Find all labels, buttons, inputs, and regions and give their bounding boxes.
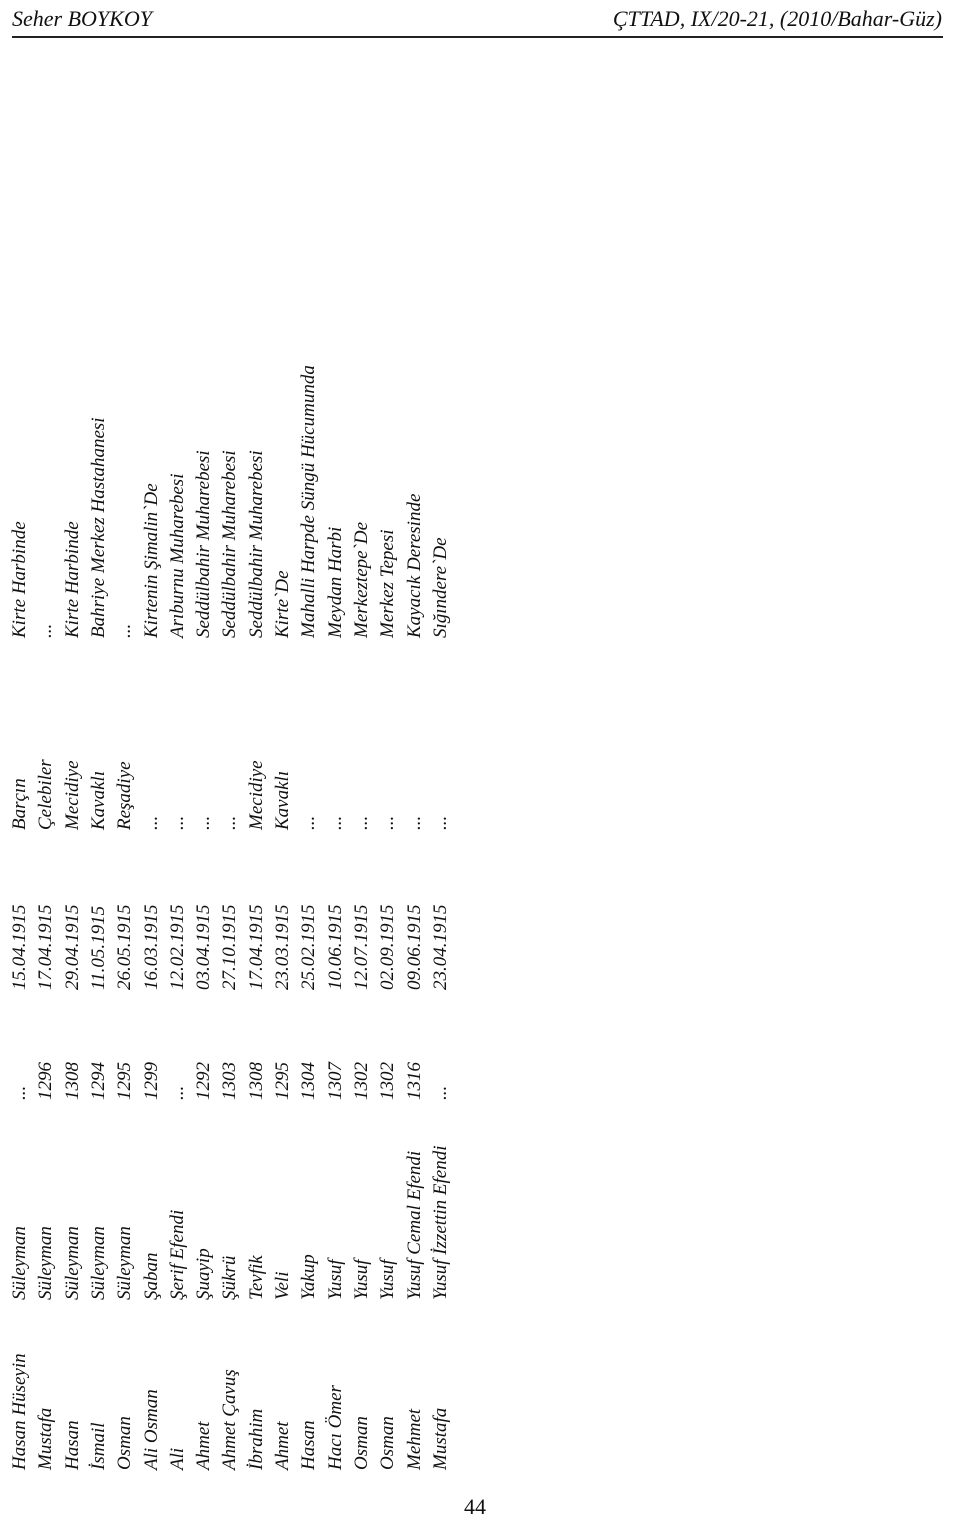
- cell-place: Kavaklı: [87, 770, 109, 830]
- cell-date: 23.03.1915: [272, 904, 293, 990]
- cell-year: ...: [9, 1085, 30, 1100]
- cell-name: Ali: [166, 1447, 188, 1470]
- cell-place: Mecidiye: [245, 760, 267, 830]
- cell-date: 12.02.1915: [166, 904, 188, 990]
- cell-date: 26.05.1915: [114, 904, 136, 990]
- cell-event: Bahriye Merkez Hastahanesi: [87, 417, 109, 638]
- cell-event: Kirte`De: [272, 570, 293, 638]
- cell-father: Yusuf İzzettin Efendi: [429, 1145, 451, 1300]
- cell-father: Şaban: [140, 1252, 162, 1300]
- author-name: Seher BOYKOY: [12, 6, 152, 31]
- cell-year: ...: [429, 1085, 451, 1100]
- cell-year: 1295: [114, 1062, 136, 1100]
- cell-event: Mahalli Harpde Süngü Hücumunda: [298, 365, 320, 638]
- cell-father: Şerif Efendi: [166, 1209, 188, 1300]
- cell-father: Yusuf Cemal Efendi: [403, 1150, 425, 1300]
- cell-place: ...: [403, 815, 425, 830]
- cell-year: 1316: [403, 1062, 425, 1100]
- cell-year: 1295: [272, 1062, 293, 1100]
- cell-place: Barçın: [9, 778, 30, 830]
- cell-name: Mustafa: [429, 1407, 451, 1470]
- cell-event: Seddülbahir Muharebesi: [245, 450, 267, 638]
- cell-date: 17.04.1915: [245, 904, 267, 990]
- cell-father: Yusuf: [350, 1259, 372, 1300]
- cell-date: 27.10.1915: [219, 904, 241, 990]
- cell-place: Reşadiye: [114, 761, 136, 830]
- cell-name: Hasan: [298, 1420, 320, 1470]
- cell-date: 02.09.1915: [377, 904, 399, 990]
- cell-father: Süleyman: [35, 1226, 57, 1300]
- cell-father: Şükrü: [219, 1255, 241, 1300]
- cell-name: Ahmet Çavuş: [219, 1369, 241, 1470]
- cell-place: ...: [193, 815, 215, 830]
- cell-year: 1302: [377, 1062, 399, 1100]
- cell-year: 1302: [350, 1062, 372, 1100]
- cell-year: 1292: [193, 1062, 215, 1100]
- cell-date: 23.04.1915: [429, 904, 451, 990]
- cell-name: Hasan: [61, 1420, 83, 1470]
- cell-father: Yusuf: [324, 1259, 346, 1300]
- cell-name: İsmail: [87, 1422, 109, 1470]
- cell-place: ...: [219, 815, 241, 830]
- cell-name: Ahmet: [193, 1421, 215, 1470]
- cell-year: 1296: [35, 1062, 57, 1100]
- cell-date: 10.06.1915: [324, 904, 346, 990]
- cell-date: 25.02.1915: [298, 904, 320, 990]
- cell-father: Süleyman: [87, 1226, 109, 1300]
- cell-year: 1308: [61, 1062, 83, 1100]
- cell-name: Ali Osman: [140, 1389, 162, 1470]
- cell-date: 15.04.1915: [9, 904, 30, 990]
- cell-date: 17.04.1915: [35, 904, 57, 990]
- cell-place: ...: [166, 815, 188, 830]
- cell-event: Merkez Tepesi: [377, 529, 399, 638]
- cell-year: 1303: [219, 1062, 241, 1100]
- cell-father: Süleyman: [9, 1226, 30, 1300]
- cell-place: ...: [429, 815, 451, 830]
- cell-place: ...: [350, 815, 372, 830]
- cell-name: Hacı Ömer: [324, 1385, 346, 1470]
- cell-year: 1308: [245, 1062, 267, 1100]
- cell-event: Kayacık Deresinde: [403, 493, 425, 638]
- cell-year: 1299: [140, 1062, 162, 1100]
- cell-event: ...: [114, 623, 136, 638]
- cell-date: 11.05.1915: [87, 905, 109, 990]
- cell-name: Osman: [114, 1416, 136, 1470]
- cell-father: Yakup: [298, 1254, 320, 1300]
- cell-event: Meydan Harbi: [324, 526, 346, 638]
- cell-name: Mehmet: [403, 1408, 425, 1470]
- cell-year: ...: [166, 1085, 188, 1100]
- cell-name: Ahmet: [272, 1421, 293, 1470]
- cell-event: Kirtenin Şimalin`De: [140, 483, 162, 638]
- cell-place: Mecidiye: [61, 760, 83, 830]
- cell-father: Süleyman: [114, 1226, 136, 1300]
- cell-place: ...: [377, 815, 399, 830]
- cell-place: Kavaklı: [272, 770, 293, 830]
- cell-father: Veli: [272, 1271, 293, 1300]
- cell-event: Seddülbahir Muharebesi: [193, 450, 215, 638]
- cell-father: Tevfik: [245, 1255, 267, 1300]
- cell-place: ...: [324, 815, 346, 830]
- cell-father: Yusuf: [377, 1259, 399, 1300]
- cell-name: İbrahim: [245, 1408, 267, 1470]
- cell-date: 09.06.1915: [403, 904, 425, 990]
- cell-date: 16.03.1915: [140, 904, 162, 990]
- cell-event: Merkeztepe`De: [350, 521, 372, 638]
- cell-name: Hasan Hüseyin: [9, 1353, 30, 1470]
- cell-event: Kirte Harbinde: [61, 521, 83, 638]
- cell-place: ...: [298, 815, 320, 830]
- cell-date: 29.04.1915: [61, 904, 83, 990]
- page-number: 44: [464, 1494, 486, 1519]
- cell-place: ...: [140, 815, 162, 830]
- cell-date: 12.07.1915: [350, 904, 372, 990]
- cell-place: Çelebiler: [35, 759, 57, 830]
- cell-name: Mustafa: [35, 1407, 57, 1470]
- cell-event: Kirte Harbinde: [9, 521, 30, 638]
- cell-event: Arıburnu Muharebesi: [166, 473, 188, 638]
- cell-event: Seddülbahir Muharebesi: [219, 450, 241, 638]
- cell-year: 1304: [298, 1062, 320, 1100]
- cell-event: Sığındere`De: [429, 537, 451, 638]
- cell-father: Süleyman: [61, 1226, 83, 1300]
- cell-year: 1294: [87, 1062, 109, 1100]
- cell-name: Osman: [377, 1416, 399, 1470]
- cell-name: Osman: [350, 1416, 372, 1470]
- cell-father: Şuayip: [193, 1248, 215, 1300]
- journal-citation: ÇTTAD, IX/20-21, (2010/Bahar-Güz): [612, 6, 942, 31]
- cell-date: 03.04.1915: [193, 904, 215, 990]
- cell-year: 1307: [324, 1062, 346, 1100]
- cell-event: ...: [35, 623, 57, 638]
